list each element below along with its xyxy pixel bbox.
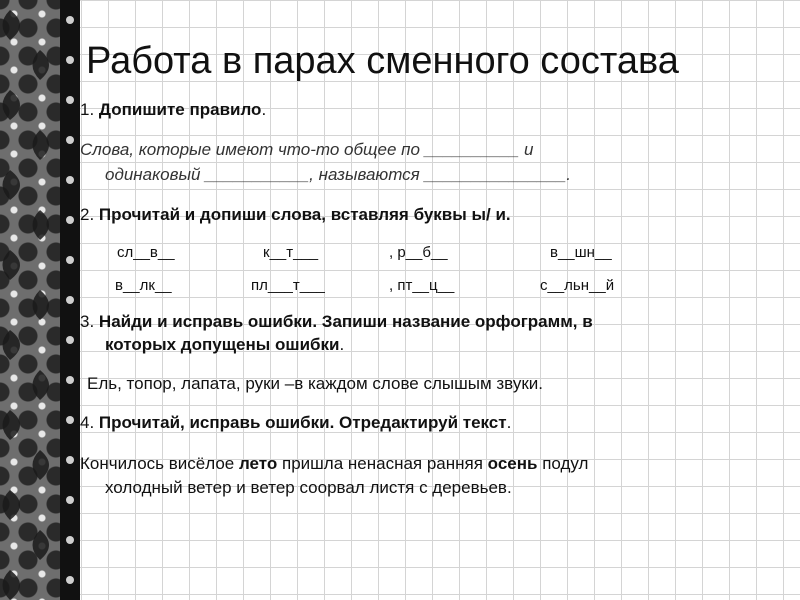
task1-rule-line2: одинаковый ___________, называются _______________. <box>105 165 572 184</box>
task3-end: . <box>339 335 345 354</box>
task3-heading <box>80 312 593 332</box>
ornament-icon <box>0 0 80 600</box>
task4-heading <box>80 413 511 433</box>
task1-instruction: Допишите правило <box>98 100 262 119</box>
task3-example: Ель, топор, лапата, руки –в каждом слове слышым звуки. <box>87 374 543 393</box>
slide-title: Работа в парах сменного состава <box>86 40 679 82</box>
word-1-1: сл__в__ <box>117 244 175 261</box>
task4-number: 4. <box>80 413 95 432</box>
word-2-4: с__льн__й <box>540 277 615 294</box>
task4-instruction: Прочитай, исправь ошибки. Отредактируй текст <box>98 413 507 432</box>
task3-number: 3. <box>80 312 95 331</box>
task4-text-part3: подул <box>537 454 589 473</box>
word-2-2: пл___т___ <box>251 277 325 294</box>
task1-rule-line1: Слова, которые имеют что-то общее по __________ и <box>80 140 534 159</box>
task4-word-summer: лето <box>238 454 278 473</box>
task4-end: . <box>506 413 512 432</box>
task4-word-autumn: осень <box>487 454 538 473</box>
task2-instruction: Прочитай и допиши слова, вставляя буквы ы/ и. <box>98 205 511 224</box>
task4-text-line2: холодный ветер и ветер соорвал листя с деревьев. <box>105 478 512 497</box>
task3-instruction: Найди и исправь ошибки. Запиши название орфограмм, в <box>98 312 593 331</box>
task4-text-part1: Кончилось висёлое <box>80 454 239 473</box>
task1-number: 1. <box>80 100 95 119</box>
task3-instruction-cont: которых допущены ошибки <box>105 335 340 354</box>
word-2-1: в__лк__ <box>115 277 172 294</box>
word-1-4: в__шн__ <box>550 244 612 261</box>
word-1-2: к__т___ <box>263 244 319 261</box>
task4-text-line1 <box>80 454 588 474</box>
task1-end: . <box>261 100 267 119</box>
task2-heading <box>80 205 511 225</box>
task2-number: 2. <box>80 205 95 224</box>
word-1-3: , р__б__ <box>389 244 448 261</box>
word-2-3: , пт__ц__ <box>389 277 455 294</box>
task1-heading <box>80 100 266 120</box>
task3-heading-line2 <box>105 335 344 355</box>
task4-text-part2: пришла ненасная ранняя <box>277 454 488 473</box>
